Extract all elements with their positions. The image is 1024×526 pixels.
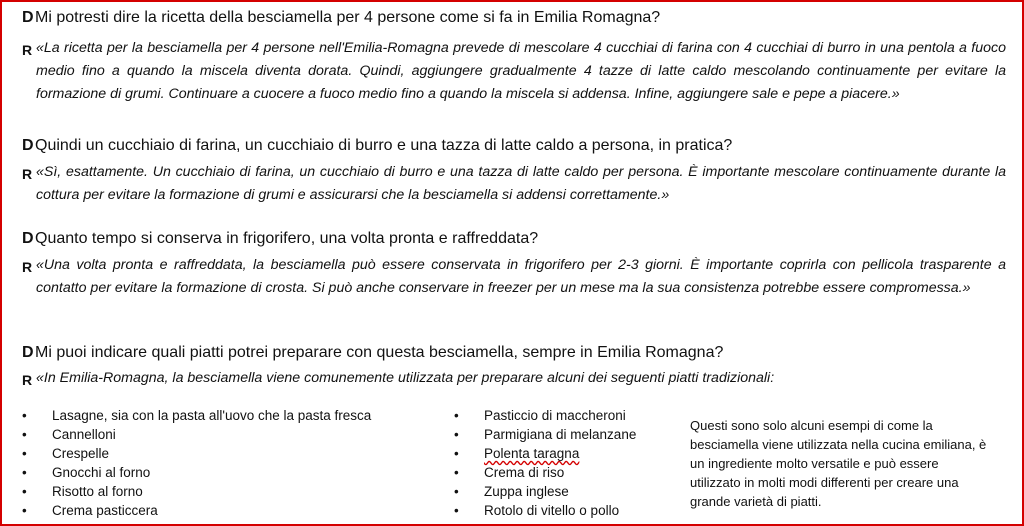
list-item	[22, 406, 442, 425]
bullet: •	[22, 484, 27, 499]
answer-label: R	[22, 42, 33, 58]
list-item-text: Gnocchi al forno	[52, 465, 151, 480]
list-item	[22, 425, 442, 444]
question-label: D	[22, 344, 34, 361]
qa-block-4	[22, 343, 1006, 392]
list-item-text: Polenta taragna	[484, 446, 580, 461]
list-item-text: Risotto al forno	[52, 484, 143, 499]
list-item-text: Crema di riso	[484, 465, 565, 480]
bullet: •	[454, 446, 459, 461]
list-item	[454, 463, 684, 482]
bullet: •	[22, 427, 27, 442]
list-item	[454, 501, 684, 520]
list-item-text: Crespelle	[52, 446, 110, 461]
list-item	[22, 482, 442, 501]
list-item	[22, 444, 442, 463]
answer-row	[22, 254, 1006, 300]
answer-row	[22, 37, 1006, 106]
question-row	[22, 229, 1006, 249]
answer-text: «In Emilia-Romagna, la besciamella viene comunemente utilizzata per preparare alcuni dei seguenti piatti tradizionali:	[36, 370, 775, 386]
side-note: Questi sono solo alcuni esempi di come la besciamella viene utilizzata nella cucina emiliana, è un ingrediente molto versatile e può essere utilizzato in molti modi differenti per creare una grande varietà di piatti.	[690, 418, 987, 509]
bullet: •	[454, 465, 459, 480]
answer-label: R	[22, 372, 33, 388]
question-row	[22, 8, 1006, 28]
question-text: Mi puoi indicare quali piatti potrei preparare con questa besciamella, sempre in Emilia Romagna?	[35, 344, 724, 361]
answer-row	[22, 367, 1006, 392]
qa-block-2	[22, 136, 1006, 207]
list-item	[22, 463, 442, 482]
list-item-text: Parmigiana di melanzane	[484, 427, 637, 442]
list-item-text: Crema pasticcera	[52, 503, 158, 518]
list-item-text: Zuppa inglese	[484, 484, 569, 499]
answer-label: R	[22, 166, 33, 182]
bullet: •	[22, 408, 27, 423]
qa-block-3	[22, 229, 1006, 300]
answer-text: «Sì, esattamente. Un cucchiaio di farina, un cucchiaio di burro e una tazza di latte caldo per persona. È importante mescolare continuamente durante la cottura per evitare la formazione di grumi e assicurarsi che la besciamella si addensi correttamente.»	[36, 164, 1006, 203]
bullet: •	[454, 484, 459, 499]
question-row	[22, 136, 1006, 156]
answer-row	[22, 161, 1006, 207]
qa-block-1	[22, 8, 1006, 106]
question-text: Mi potresti dire la ricetta della besciamella per 4 persone come si fa in Emilia Romagna?	[35, 9, 661, 26]
question-row	[22, 343, 1006, 363]
bullet: •	[454, 427, 459, 442]
list-item	[22, 501, 442, 520]
list-item-text: Rotolo di vitello o pollo	[484, 503, 620, 518]
dishes-list-left	[22, 406, 442, 520]
question-text: Quanto tempo si conserva in frigorifero, una volta pronta e raffreddata?	[35, 230, 539, 247]
bullet: •	[22, 465, 27, 480]
answer-text: «La ricetta per la besciamella per 4 persone nell'Emilia-Romagna prevede di mescolare 4 cucchiai di farina con 4 cucchiai di burro in una pentola a fuoco medio fino a quando la miscela diventa dorata. Quindi, aggiungere gradualmente 4 tazze di latte caldo mescolando continuamente per evitare la formazione di grumi. Continuare a cuocere a fuoco medio fino a quando la miscela si addensa. Infine, aggiungere sale e pepe a piacere.»	[36, 40, 1006, 102]
list-item	[454, 444, 684, 463]
question-label: D	[22, 137, 34, 154]
list-item	[454, 425, 684, 444]
list-item	[454, 482, 684, 501]
question-text: Quindi un cucchiaio di farina, un cucchiaio di burro e una tazza di latte caldo a persona, in pratica?	[35, 137, 733, 154]
bullet: •	[22, 446, 27, 461]
answer-label: R	[22, 259, 33, 275]
answer-text: «Una volta pronta e raffreddata, la besciamella può essere conservata in frigorifero per 2-3 giorni. È importante coprirla con pellicola trasparente a contatto per evitare la formazione di crosta. Si può anche conservare in freezer per un mese ma la sua consistenza potrebbe essere compromessa.»	[36, 257, 1006, 296]
bullet: •	[454, 503, 459, 518]
bullet: •	[22, 503, 27, 518]
question-label: D	[22, 9, 34, 26]
list-item-text: Cannelloni	[52, 427, 116, 442]
list-item-text: Lasagne, sia con la pasta all'uovo che la pasta fresca	[52, 408, 372, 423]
dishes-list-right	[454, 406, 684, 520]
list-item	[454, 406, 684, 425]
question-label: D	[22, 230, 34, 247]
list-item-text: Pasticcio di maccheroni	[484, 408, 626, 423]
bullet: •	[454, 408, 459, 423]
